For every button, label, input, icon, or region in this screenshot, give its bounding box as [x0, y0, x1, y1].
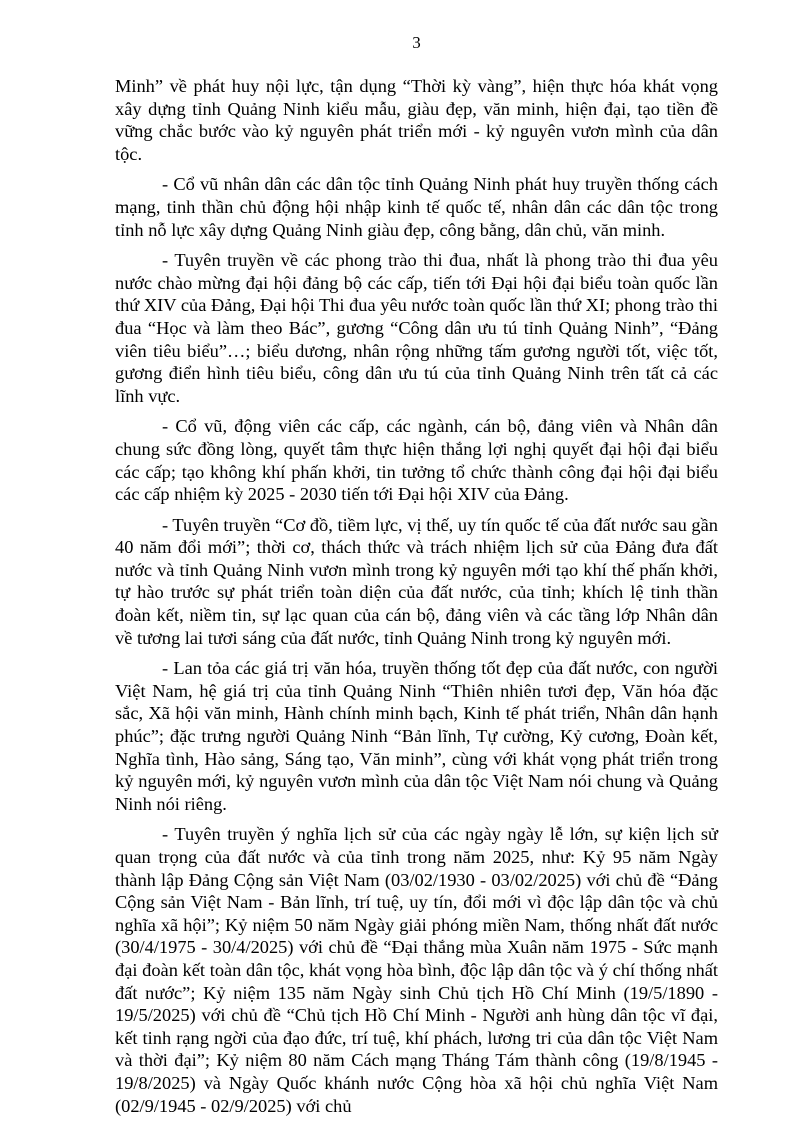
- paragraph-national-position: - Tuyên truyền “Cơ đồ, tiềm lực, vị thế, uy tín quốc tế của đất nước sau gần 40 năm đổi mới”; thời cơ, thách thức và trách nhiệm lịch sử của Đảng đưa đất nước và tỉnh Quảng Ninh vươn mình trong kỷ nguyên mới tạo khí thế phấn khởi, tự hào trước sự phát triển toàn diện của đất nước, của tỉnh; khích lệ tinh thần đoàn kết, niềm tin, sự lạc quan của cán bộ, đảng viên và các tầng lớp Nhân dân về tương lai tươi sáng của đất nước, tỉnh Quảng Ninh trong kỷ nguyên mới.: [115, 514, 718, 648]
- paragraph-historical-anniversaries: - Tuyên truyền ý nghĩa lịch sử của các ngày ngày lễ lớn, sự kiện lịch sử quan trọng của đất nước và của tỉnh trong năm 2025, như: Kỷ 95 năm Ngày thành lập Đảng Cộng sản Việt Nam (03/02/1930 - 03/02/2025) với chủ đề “Đảng Cộng sản Việt Nam - Bản lĩnh, trí tuệ, uy tín, đổi mới vì độc lập dân tộc và chủ nghĩa xã hội”; Kỷ niệm 50 năm Ngày giải phóng miền Nam, thống nhất đất nước (30/4/1975 - 30/4/2025) với chủ đề “Đại thắng mùa Xuân năm 1975 - Sức mạnh đại đoàn kết toàn dân tộc, khát vọng hòa bình, độc lập dân tộc và ý chí thống nhất đất nước”; Kỷ niệm 135 năm Ngày sinh Chủ tịch Hồ Chí Minh (19/5/1890 - 19/5/2025) với chủ đề “Chủ tịch Hồ Chí Minh - Người anh hùng dân tộc vĩ đại, kết tinh rạng ngời của đạo đức, trí tuệ, khí phách, lương tri của dân tộc Việt Nam và thời đại”; Kỷ niệm 80 năm Cách mạng Tháng Tám thành công (19/8/1945 - 19/8/2025) và Ngày Quốc khánh nước Cộng hòa xã hội chủ nghĩa Việt Nam (02/9/1945 - 02/9/2025) với chủ: [115, 824, 718, 1116]
- page-number: 3: [412, 33, 421, 52]
- paragraph-encourage-tradition: - Cổ vũ nhân dân các dân tộc tỉnh Quảng Ninh phát huy truyền thống cách mạng, tinh thần chủ động hội nhập kinh tế quốc tế, nhân dân các dân tộc trong tỉnh nỗ lực xây dựng Quảng Ninh giàu đẹp, công bằng, dân chủ, văn minh.: [115, 174, 718, 240]
- paragraph-continuation: Minh” về phát huy nội lực, tận dụng “Thời kỳ vàng”, hiện thực hóa khát vọng xây dựng tỉnh Quảng Ninh kiểu mẫu, giàu đẹp, văn minh, hiện đại, tạo tiền đề vững chắc bước vào kỷ nguyên phát triển mới - kỷ nguyên vươn mình của dân tộc.: [115, 76, 718, 164]
- paragraph-cultural-values: - Lan tỏa các giá trị văn hóa, truyền thống tốt đẹp của đất nước, con người Việt Nam, hệ giá trị của tỉnh Quảng Ninh “Thiên nhiên tươi đẹp, Văn hóa đặc sắc, Xã hội văn minh, Hành chính minh bạch, Kinh tế phát triển, Nhân dân hạnh phúc”; đặc trưng người Quảng Ninh “Bản lĩnh, Tự cường, Kỷ cương, Đoàn kết, Nghĩa tình, Hào sảng, Sáng tạo, Văn minh”, cùng với khát vọng phát triển trong kỷ nguyên mới, kỷ nguyên vươn mình của dân tộc Việt Nam nói chung và Quảng Ninh nói riêng.: [115, 658, 718, 814]
- paragraph-emulation-movements: - Tuyên truyền về các phong trào thi đua, nhất là phong trào thi đua yêu nước chào mừng đại hội đảng bộ các cấp, tiến tới Đại hội đại biểu toàn quốc lần thứ XIV của Đảng, Đại hội Thi đua yêu nước toàn quốc lần thứ XI; phong trào thi đua “Học và làm theo Bác”, gương “Công dân ưu tú tỉnh Quảng Ninh”, “Đảng viên tiêu biểu”…; biểu dương, nhân rộng những tấm gương người tốt, việc tốt, gương điển hình tiêu biểu, công dân ưu tú của tỉnh Quảng Ninh trên tất cả các lĩnh vực.: [115, 250, 718, 406]
- paragraph-encourage-congress: - Cổ vũ, động viên các cấp, các ngành, cán bộ, đảng viên và Nhân dân chung sức đồng lòng, quyết tâm thực hiện thắng lợi nghị quyết đại hội đại biểu các cấp; tạo không khí phấn khởi, tin tưởng tổ chức thành công đại hội đại biểu các cấp nhiệm kỳ 2025 - 2030 tiến tới Đại hội XIV của Đảng.: [115, 416, 718, 505]
